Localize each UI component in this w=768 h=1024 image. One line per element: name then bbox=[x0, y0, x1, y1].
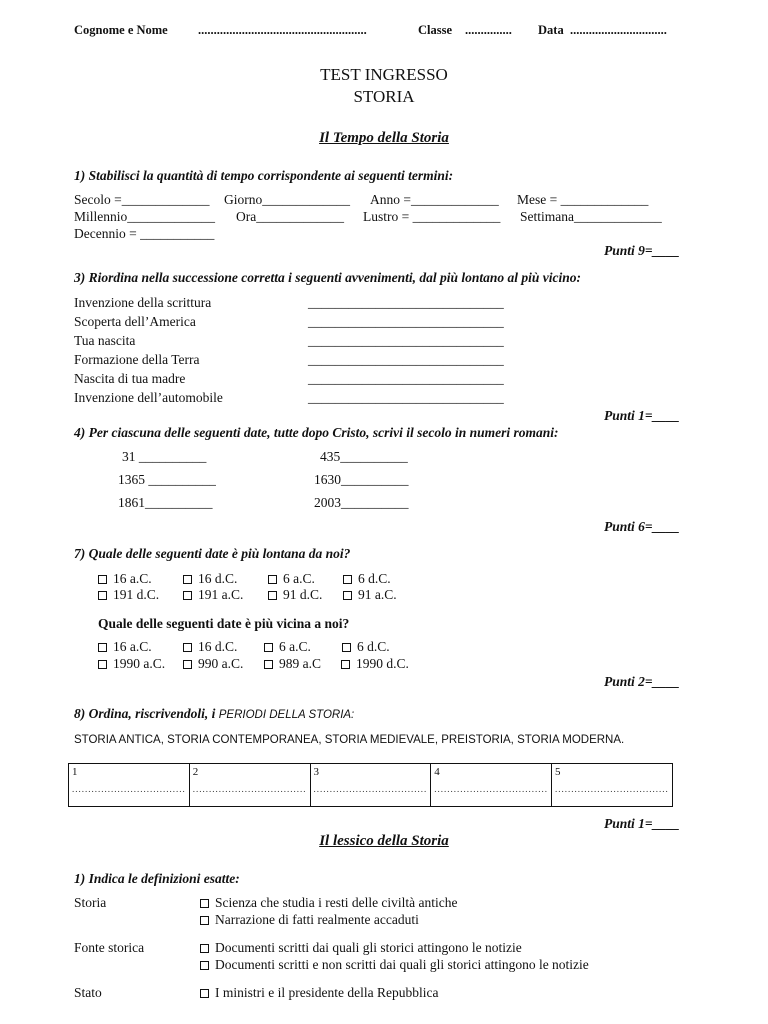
checkbox-icon[interactable] bbox=[183, 575, 192, 584]
answer-line[interactable]: _____________________________ bbox=[308, 333, 504, 348]
answer-line[interactable]: _____________________________ bbox=[308, 371, 504, 386]
checkbox-icon[interactable] bbox=[200, 916, 209, 925]
date-field[interactable]: 435__________ bbox=[320, 449, 408, 464]
checkbox-option[interactable]: 989 a.C bbox=[264, 657, 321, 671]
name-label: Cognome e Nome bbox=[74, 23, 168, 37]
subject-title: STORIA bbox=[353, 87, 415, 106]
checkbox-option[interactable]: 191 a.C. bbox=[183, 588, 243, 602]
field-settimana[interactable]: Settimana_____________ bbox=[520, 209, 662, 224]
points-q1: Punti 9=____ bbox=[604, 243, 680, 258]
checkbox-option[interactable]: 16 a.C. bbox=[98, 572, 152, 586]
lexicon-question-1: 1) Indica le definizioni esatte: bbox=[74, 871, 240, 886]
checkbox-option[interactable]: 990 a.C. bbox=[183, 657, 243, 671]
points-q7: Punti 2=____ bbox=[604, 674, 680, 689]
question-7: 7) Quale delle seguenti date è più lontana da noi? bbox=[74, 546, 351, 561]
field-anno[interactable]: Anno =_____________ bbox=[370, 192, 499, 207]
section-title-lessico: Il lessico della Storia bbox=[319, 833, 449, 849]
checkbox-option[interactable]: Scienza che studia i resti delle civiltà antiche bbox=[200, 896, 458, 910]
date-field[interactable]: 31 __________ bbox=[122, 449, 207, 464]
checkbox-icon[interactable] bbox=[98, 660, 107, 669]
term-label: Storia bbox=[74, 895, 107, 910]
checkbox-icon[interactable] bbox=[183, 591, 192, 600]
checkbox-option[interactable]: 16 d.C. bbox=[183, 572, 237, 586]
period-cell[interactable]: 4 ................................... bbox=[431, 764, 552, 807]
field-secolo[interactable]: Secolo =_____________ bbox=[74, 192, 210, 207]
checkbox-icon[interactable] bbox=[268, 591, 277, 600]
field-millennio[interactable]: Millennio_____________ bbox=[74, 209, 215, 224]
test-title: TEST INGRESSO bbox=[320, 65, 448, 84]
section-title-tempo: Il Tempo della Storia bbox=[319, 130, 449, 146]
event-item: Invenzione dell’automobile bbox=[74, 390, 223, 405]
periods-table bbox=[68, 763, 673, 807]
checkbox-icon[interactable] bbox=[200, 899, 209, 908]
field-decennio[interactable]: Decennio = ___________ bbox=[74, 226, 215, 241]
date-field[interactable]: 1861__________ bbox=[118, 495, 213, 510]
checkbox-option[interactable]: 6 a.C. bbox=[264, 640, 311, 654]
checkbox-option[interactable]: I ministri e il presidente della Repubblica bbox=[200, 986, 438, 1000]
term-label: Stato bbox=[74, 985, 102, 1000]
points-q8: Punti 1=____ bbox=[604, 816, 680, 831]
date-label: Data bbox=[538, 23, 564, 37]
checkbox-icon[interactable] bbox=[343, 591, 352, 600]
checkbox-option[interactable]: 1990 a.C. bbox=[98, 657, 165, 671]
answer-line[interactable]: _____________________________ bbox=[308, 390, 504, 405]
period-cell[interactable]: 2 ................................... bbox=[189, 764, 310, 807]
event-item: Scoperta dell’America bbox=[74, 314, 196, 329]
checkbox-option[interactable]: 6 d.C. bbox=[343, 572, 391, 586]
checkbox-icon[interactable] bbox=[98, 643, 107, 652]
checkbox-icon[interactable] bbox=[343, 575, 352, 584]
event-item: Formazione della Terra bbox=[74, 352, 200, 367]
field-giorno[interactable]: Giorno_____________ bbox=[224, 192, 350, 207]
question-3: 3) Riordina nella successione corretta i seguenti avvenimenti, dal più lontano al più vicino: bbox=[74, 270, 582, 285]
checkbox-option[interactable]: 91 d.C. bbox=[268, 588, 322, 602]
checkbox-icon[interactable] bbox=[264, 643, 273, 652]
checkbox-icon[interactable] bbox=[264, 660, 273, 669]
event-item: Tua nascita bbox=[74, 333, 136, 348]
event-item: Invenzione della scrittura bbox=[74, 295, 212, 310]
answer-line[interactable]: _____________________________ bbox=[308, 295, 504, 310]
checkbox-icon[interactable] bbox=[268, 575, 277, 584]
checkbox-option[interactable]: 191 d.C. bbox=[98, 588, 159, 602]
checkbox-icon[interactable] bbox=[183, 643, 192, 652]
checkbox-option[interactable]: Documenti scritti dai quali gli storici attingono le notizie bbox=[200, 941, 522, 955]
checkbox-option[interactable]: Documenti scritti e non scritti dai quali gli storici attingono le notizie bbox=[200, 958, 589, 972]
answer-line[interactable]: _____________________________ bbox=[308, 314, 504, 329]
checkbox-option[interactable]: Narrazione di fatti realmente accaduti bbox=[200, 913, 419, 927]
period-cell[interactable]: 3 ................................... bbox=[310, 764, 431, 807]
period-cell[interactable]: 5 ................................... bbox=[552, 764, 673, 807]
checkbox-option[interactable]: 6 d.C. bbox=[342, 640, 390, 654]
date-field[interactable]: 2003__________ bbox=[314, 495, 409, 510]
checkbox-option[interactable]: 16 d.C. bbox=[183, 640, 237, 654]
checkbox-icon[interactable] bbox=[342, 643, 351, 652]
class-label: Classe bbox=[418, 23, 453, 37]
question-7-sub: Quale delle seguenti date è più vicina a noi? bbox=[98, 616, 350, 631]
checkbox-option[interactable]: 16 a.C. bbox=[98, 640, 152, 654]
name-field[interactable]: ...................................................... bbox=[198, 23, 367, 37]
date-field[interactable]: 1365 __________ bbox=[118, 472, 216, 487]
checkbox-icon[interactable] bbox=[98, 591, 107, 600]
checkbox-icon[interactable] bbox=[200, 944, 209, 953]
checkbox-option[interactable]: 1990 d.C. bbox=[341, 657, 409, 671]
field-ora[interactable]: Ora_____________ bbox=[236, 209, 344, 224]
periods-list: STORIA ANTICA, STORIA CONTEMPORANEA, STORIA MEDIEVALE, PREISTORIA, STORIA MODERNA. bbox=[74, 734, 625, 746]
checkbox-option[interactable]: 91 a.C. bbox=[343, 588, 397, 602]
checkbox-icon[interactable] bbox=[183, 660, 192, 669]
points-q4: Punti 6=____ bbox=[604, 519, 680, 534]
field-lustro[interactable]: Lustro = _____________ bbox=[363, 209, 501, 224]
field-mese[interactable]: Mese = _____________ bbox=[517, 192, 649, 207]
question-1: 1) Stabilisci la quantità di tempo corrispondente ai seguenti termini: bbox=[74, 168, 454, 183]
question-8: 8) Ordina, riscrivendoli, i PERIODI DELLA STORIA: bbox=[74, 706, 355, 721]
period-cell[interactable]: 1 ................................... bbox=[69, 764, 190, 807]
checkbox-icon[interactable] bbox=[200, 961, 209, 970]
checkbox-option[interactable]: 6 a.C. bbox=[268, 572, 315, 586]
class-field[interactable]: ............... bbox=[465, 23, 512, 37]
checkbox-icon[interactable] bbox=[200, 989, 209, 998]
date-field[interactable]: 1630__________ bbox=[314, 472, 409, 487]
question-4: 4) Per ciascuna delle seguenti date, tutte dopo Cristo, scrivi il secolo in numeri romani: bbox=[74, 425, 559, 440]
answer-line[interactable]: _____________________________ bbox=[308, 352, 504, 367]
points-q3: Punti 1=____ bbox=[604, 408, 680, 423]
checkbox-icon[interactable] bbox=[341, 660, 350, 669]
date-field[interactable]: ............................... bbox=[570, 23, 667, 37]
checkbox-icon[interactable] bbox=[98, 575, 107, 584]
event-item: Nascita di tua madre bbox=[74, 371, 186, 386]
term-label: Fonte storica bbox=[74, 940, 145, 955]
